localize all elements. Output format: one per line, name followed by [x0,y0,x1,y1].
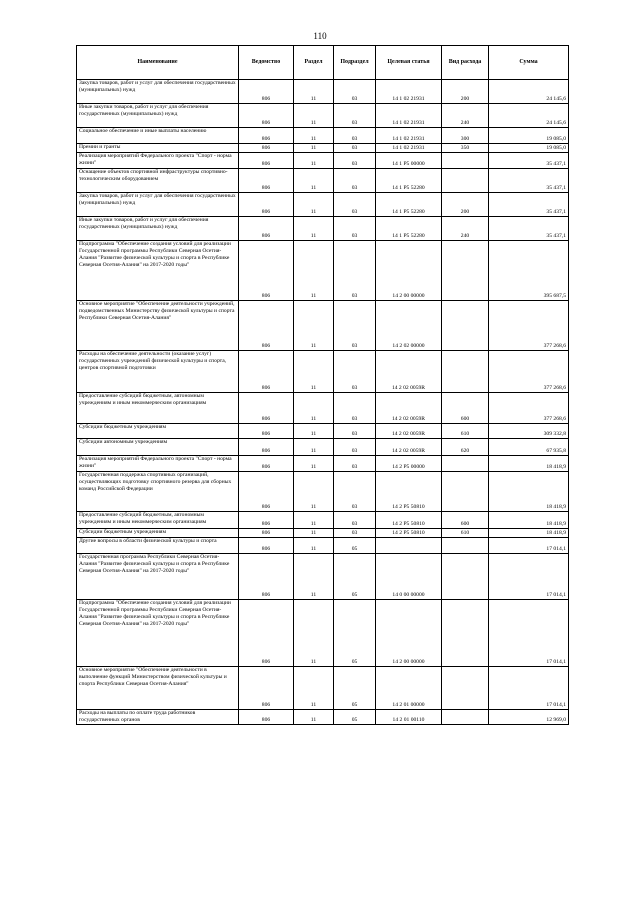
cell-subsection: 03 [334,512,376,529]
cell-target-article: 14 2 01 00000 [376,667,442,710]
cell-expense-type: 240 [442,104,489,128]
header-target-article: Целевая статья [376,46,442,80]
cell-target-article: 14 2 02 0059R [376,424,442,439]
cell-department: 806 [239,538,294,554]
cell-target-article: 14 1 02 21931 [376,144,442,153]
table-row [77,193,569,217]
cell-expense-type: 610 [442,424,489,439]
cell-sum: 19 085,0 [489,128,569,144]
budget-table [76,45,569,725]
cell-name: Субсидии бюджетным учреждениям [77,424,239,439]
cell-department: 806 [239,128,294,144]
table-row [77,424,569,439]
cell-department: 806 [239,472,294,512]
cell-section: 11 [294,153,334,169]
cell-sum: 17 014,1 [489,554,569,600]
cell-department: 806 [239,301,294,351]
cell-target-article: 14 2 P5 00000 [376,456,442,472]
cell-section: 11 [294,169,334,193]
cell-expense-type [442,301,489,351]
cell-sum: 17 014,1 [489,600,569,667]
cell-department: 806 [239,710,294,725]
table-row [77,301,569,351]
cell-department: 806 [239,600,294,667]
cell-department: 806 [239,393,294,424]
table-row [77,153,569,169]
cell-subsection: 03 [334,393,376,424]
cell-expense-type: 600 [442,512,489,529]
cell-section: 11 [294,456,334,472]
cell-expense-type [442,538,489,554]
cell-target-article: 14 2 02 0059R [376,351,442,393]
cell-expense-type: 300 [442,128,489,144]
cell-subsection: 05 [334,600,376,667]
cell-section: 11 [294,529,334,538]
header-subsection: Подраздел [334,46,376,80]
cell-name: Подпрограмма "Обеспечение создания условий для реализации Государственной программы Республики Северная Осетия-Алания "Развитие физической культуры и спорта в Республике Северная Осетия-Алания" на 2017-2020 годы" [77,241,239,301]
cell-department: 806 [239,512,294,529]
cell-name: Закупка товаров, работ и услуг для обеспечения государственных (муниципальных) нужд [77,193,239,217]
cell-section: 11 [294,241,334,301]
cell-subsection: 03 [334,80,376,104]
cell-subsection: 03 [334,439,376,456]
cell-target-article: 14 2 01 00110 [376,710,442,725]
cell-subsection: 03 [334,351,376,393]
cell-subsection: 03 [334,529,376,538]
header-sum: Сумма [489,46,569,80]
cell-subsection: 03 [334,104,376,128]
cell-target-article: 14 2 00 00000 [376,241,442,301]
table-row [77,667,569,710]
cell-section: 11 [294,193,334,217]
table-header-row [77,46,569,80]
cell-target-article [376,538,442,554]
table-row [77,472,569,512]
page-number: 110 [313,31,327,41]
cell-expense-type: 240 [442,217,489,241]
cell-subsection: 03 [334,128,376,144]
cell-name: Предоставление субсидий бюджетным, автономным учреждениям и иным некоммерческим организациям [77,512,239,529]
cell-section: 11 [294,710,334,725]
cell-section: 11 [294,439,334,456]
cell-department: 806 [239,351,294,393]
cell-subsection: 05 [334,554,376,600]
cell-sum: 377 268,6 [489,393,569,424]
table-row [77,529,569,538]
header-name: Наименование [77,46,239,80]
header-department: Ведомство [239,46,294,80]
cell-section: 11 [294,424,334,439]
table-row [77,128,569,144]
cell-target-article: 14 1 P5 52280 [376,217,442,241]
cell-section: 11 [294,128,334,144]
cell-sum: 35 437,1 [489,217,569,241]
cell-subsection: 03 [334,301,376,351]
table-row [77,439,569,456]
cell-sum: 309 332,8 [489,424,569,439]
cell-department: 806 [239,439,294,456]
cell-name: Государственная программа Республики Северная Осетия-Алания "Развитие физической культуры и спорта в Республике Северная Осетия-Алания" на 2017-2020 годы" [77,554,239,600]
cell-target-article: 14 1 02 21931 [376,104,442,128]
cell-sum: 35 437,1 [489,169,569,193]
cell-target-article: 14 2 00 00000 [376,600,442,667]
cell-subsection: 03 [334,241,376,301]
table-row [77,538,569,554]
table-row [77,144,569,153]
cell-sum: 18 418,9 [489,472,569,512]
cell-section: 11 [294,393,334,424]
cell-subsection: 03 [334,424,376,439]
cell-section: 11 [294,667,334,710]
cell-subsection: 03 [334,193,376,217]
cell-section: 11 [294,80,334,104]
cell-section: 11 [294,301,334,351]
cell-expense-type [442,554,489,600]
table-row [77,104,569,128]
cell-name: Иные закупки товаров, работ и услуг для обеспечения государственных (муниципальных) нужд [77,104,239,128]
cell-sum: 17 014,1 [489,667,569,710]
cell-sum: 18 418,9 [489,512,569,529]
cell-expense-type: 200 [442,80,489,104]
cell-expense-type: 200 [442,193,489,217]
cell-department: 806 [239,104,294,128]
cell-name: Расходы на обеспечение деятельности (оказание услуг) государственных учреждений физической культуры и спорта, центров спортивной подготовки [77,351,239,393]
cell-expense-type [442,241,489,301]
cell-section: 11 [294,600,334,667]
cell-target-article: 14 1 P5 52280 [376,169,442,193]
cell-name: Субсидии бюджетным учреждениям [77,529,239,538]
cell-name: Реализация мероприятий Федерального проекта "Спорт - норма жизни" [77,153,239,169]
cell-department: 806 [239,169,294,193]
cell-expense-type: 350 [442,144,489,153]
cell-expense-type [442,153,489,169]
cell-expense-type: 610 [442,529,489,538]
cell-expense-type [442,600,489,667]
cell-department: 806 [239,424,294,439]
table-row [77,512,569,529]
cell-name: Социальное обеспечение и иные выплаты населению [77,128,239,144]
cell-sum: 35 437,1 [489,193,569,217]
cell-name: Премии и гранты [77,144,239,153]
cell-target-article: 14 2 P5 50810 [376,529,442,538]
cell-target-article: 14 1 02 21931 [376,80,442,104]
cell-sum: 18 418,9 [489,456,569,472]
cell-sum: 395 687,5 [489,241,569,301]
cell-name: Закупка товаров, работ и услуг для обеспечения государственных (муниципальных) нужд [77,80,239,104]
cell-target-article: 14 2 02 0059R [376,393,442,424]
header-expense-type: Вид расхода [442,46,489,80]
cell-department: 806 [239,153,294,169]
cell-name: Другие вопросы в области физической культуры и спорта [77,538,239,554]
table-row [77,217,569,241]
cell-section: 11 [294,512,334,529]
cell-sum: 35 437,1 [489,153,569,169]
cell-name: Оснащение объектов спортивной инфраструктуры спортивно-технологическим оборудованием [77,169,239,193]
cell-expense-type: 600 [442,393,489,424]
cell-department: 806 [239,80,294,104]
cell-section: 11 [294,144,334,153]
table-row [77,600,569,667]
cell-expense-type [442,710,489,725]
cell-target-article: 14 0 00 00000 [376,554,442,600]
cell-subsection: 03 [334,144,376,153]
table-body [77,80,569,725]
cell-expense-type [442,169,489,193]
cell-subsection: 05 [334,710,376,725]
cell-target-article: 14 2 02 00000 [376,301,442,351]
cell-target-article: 14 2 P5 50810 [376,472,442,512]
cell-sum: 377 268,6 [489,301,569,351]
cell-section: 11 [294,538,334,554]
cell-name: Государственная поддержка спортивных организаций, осуществляющих подготовку спортивного резерва для сборных команд Российской Федерации [77,472,239,512]
cell-section: 11 [294,104,334,128]
cell-name: Субсидии автономным учреждениям [77,439,239,456]
cell-expense-type [442,472,489,512]
cell-expense-type [442,351,489,393]
cell-department: 806 [239,667,294,710]
cell-department: 806 [239,241,294,301]
cell-department: 806 [239,554,294,600]
cell-sum: 377 268,6 [489,351,569,393]
header-section: Раздел [294,46,334,80]
cell-section: 11 [294,351,334,393]
table-row [77,351,569,393]
table-row [77,710,569,725]
cell-target-article: 14 1 P5 00000 [376,153,442,169]
cell-name: Основное мероприятие "Обеспечение деятельности учреждений, подведомственных Министерству физической культуры и спорта Республики Северная Осетия-Алания" [77,301,239,351]
table-row [77,554,569,600]
cell-section: 11 [294,554,334,600]
cell-name: Реализация мероприятий Федерального проекта "Спорт - норма жизни" [77,456,239,472]
table-row [77,80,569,104]
table-row [77,169,569,193]
cell-subsection: 03 [334,217,376,241]
cell-name: Иные закупки товаров, работ и услуг для обеспечения государственных (муниципальных) нужд [77,217,239,241]
cell-subsection: 03 [334,169,376,193]
cell-subsection: 03 [334,472,376,512]
cell-department: 806 [239,217,294,241]
cell-expense-type: 620 [442,439,489,456]
cell-target-article: 14 1 02 21931 [376,128,442,144]
cell-sum: 24 145,6 [489,80,569,104]
cell-sum: 18 418,9 [489,529,569,538]
cell-target-article: 14 1 P5 52280 [376,193,442,217]
cell-sum: 24 145,6 [489,104,569,128]
cell-subsection: 03 [334,456,376,472]
cell-name: Основное мероприятие "Обеспечение деятельности в выполнение функций Министерством физической культуры и спорта Республики Северная Осетия-Алания" [77,667,239,710]
cell-sum: 12 969,0 [489,710,569,725]
cell-section: 11 [294,472,334,512]
table-row [77,456,569,472]
cell-expense-type [442,667,489,710]
cell-section: 11 [294,217,334,241]
cell-name: Подпрограмма "Обеспечение создания условий для реализации Государственной программы Республики Северная Осетия-Алания "Развитие физической культуры и спорта в Республике Северная Осетия-Алания" на 2017-2020 годы" [77,600,239,667]
cell-subsection: 03 [334,153,376,169]
cell-department: 806 [239,144,294,153]
cell-name: Предоставление субсидий бюджетным, автономным учреждениям и иным некоммерческим организациям [77,393,239,424]
cell-subsection: 05 [334,538,376,554]
cell-target-article: 14 2 02 0059R [376,439,442,456]
table-row [77,241,569,301]
cell-department: 806 [239,193,294,217]
cell-sum: 17 014,1 [489,538,569,554]
cell-subsection: 05 [334,667,376,710]
cell-expense-type [442,456,489,472]
cell-department: 806 [239,456,294,472]
cell-sum: 67 935,8 [489,439,569,456]
cell-name: Расходы на выплаты по оплате труда работников государственных органов [77,710,239,725]
cell-sum: 19 085,0 [489,144,569,153]
table-row [77,393,569,424]
cell-department: 806 [239,529,294,538]
cell-target-article: 14 2 P5 50810 [376,512,442,529]
